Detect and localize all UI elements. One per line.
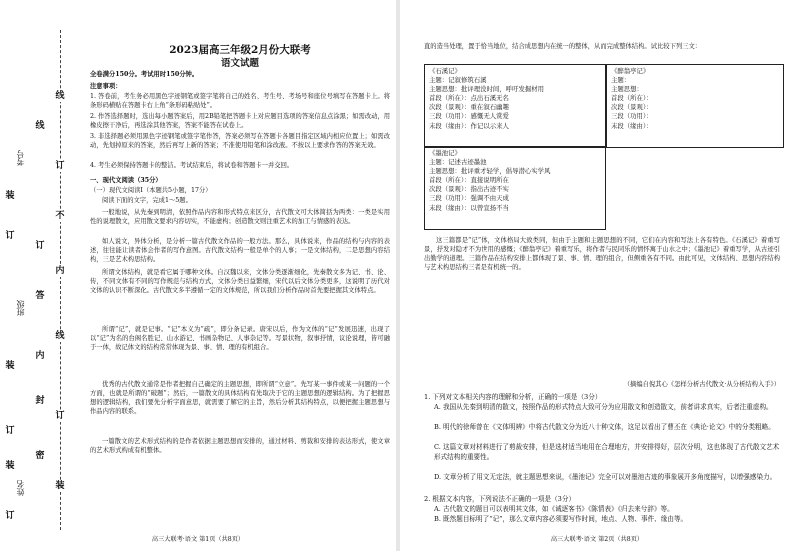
box-line: 主题思想： (611, 85, 643, 94)
left-page (0, 0, 396, 551)
passage-paragraph: 如人说文，异体分析，是分析一篇古代散文作品的一般方法。那么，具体说来，作品的结构与内容的表述，往往能让读者体会作者的写作意图。古代散文结构一般是单个的人事；一是文体结构，二是思想内容结构，三是艺术构思结构。 (90, 238, 390, 263)
option-b[interactable]: B. 既然题目标明了“记”，那么文章内容必须要写作时间，地点、人物、事件、缘由等。 (434, 515, 688, 523)
exam-title: 2023届高三年级2月份大联考 (169, 44, 311, 56)
binding-char: 线 (55, 91, 65, 101)
field-class[interactable] (16, 300, 30, 316)
notice-item: 4. 考生必须保持答题卡的整洁。考试结束后，将试卷和答题卡一并交回。 (90, 162, 294, 169)
exam-subtitle: 语文试题 (220, 58, 259, 69)
option-c[interactable]: C. 这篇文章对材料进行了剪裁安排，但是选材适当地用在合理地方，并安排得好，层次分明，这也体现了古代散文艺术形式结构的重要性。 (434, 443, 780, 461)
box-line: 三段（功用）： (611, 112, 653, 121)
exam-meta: 全卷满分150分。考试用时150分钟。 (90, 71, 199, 78)
box-line: 首段（所在）： (611, 94, 653, 103)
box-line: 次段（景观）： (611, 103, 653, 112)
box-line: 末段（缘由）： (611, 121, 653, 130)
binding-char: 装 (5, 361, 15, 371)
passage-paragraph: 优秀的古代散文通常是作者把握自己确定的主题思想，即所谓“立意”。先写某一事件或某一问题的一个方面，也就是所谓的“破题”；然后，一篇散文的具体结构有先取决于它的主题思想的逻辑结构。为了把握思想的逻辑结构，我们要先分析字面意思，就需要了解它的主旨，然后分析其结构特点，以便把握主题思想与作品内容的联系。 (90, 381, 390, 415)
box-line: 三段（功用）：强调不由天成 (429, 194, 509, 203)
question-1: 1. 下列对文本相关内容的理解和分析，正确的一项是（3分） (424, 393, 602, 401)
cut-line (60, 30, 61, 530)
box-title: 《醉翁亭记》 (611, 67, 650, 75)
comparison-box-mochi (424, 146, 606, 230)
binding-char: 订 (35, 241, 45, 251)
passage-paragraph: 一篇散文的艺术形式结构的是作者依据主题思想而安排的，通过材料、剪裁和安排的表达形式，使文章的艺术形式构成有机整体。 (90, 438, 390, 454)
page-footer: 高三大联考·语文 第2页（共8页） (550, 536, 644, 543)
field-name[interactable] (16, 480, 30, 496)
box-line: 主题思想：批评理没时间，呼吁发掘材用 (429, 85, 545, 94)
box-line: 次段（景观）：指出古迹不实 (429, 185, 509, 194)
field-label: 姓名 (16, 480, 25, 496)
question-2: 2. 根据文本内容，下列说法不正确的一项是（3分） (424, 495, 576, 503)
binding-char: 内 (55, 266, 65, 276)
box-line: 主题： (611, 76, 631, 85)
box-line: 首段（所在）：点出石溪无名 (429, 94, 509, 103)
field-exam-number[interactable] (16, 150, 30, 166)
notice-item: 3. 非选择题必须用黑色字迹钢笔或签字笔作答，答案必须写在答题卡各题目指定区域内相应位置上；如需改动，先划掉原来的答案，然后再写上新的答案；不准使用铅笔和涂改液。不按以上要求作答的答案无效。 (90, 133, 390, 149)
binding-char: 封 (35, 396, 45, 406)
binding-char: 订 (55, 411, 65, 421)
binding-char: 装 (5, 461, 15, 471)
binding-char: 线 (55, 331, 65, 341)
passage-paragraph: 所谓“记”，就是记事。“记”本义为“疏”，即分条记录。唐宋以后，作为文体的“记”发展迅速，出现了以“记”为名的台阁名胜记、山水游记、书画杂物记、人事杂记等。写景状物，叙事抒情，议论说理，皆可融于一体，故记体文的结构常常体现为景、事、情、理的有机组合。 (90, 326, 390, 351)
field-label: 考号 (16, 150, 25, 166)
binding-char: 订 (5, 426, 15, 436)
box-line: 主题思想：批评重才轻学，倡导潜心实学风 (429, 167, 551, 176)
box-line: 三段（功用）：感慨无人赏爱 (429, 112, 509, 121)
box-title: 《石溪记》 (429, 67, 461, 75)
notice-item: 2. 作答选择题时，选出每小题答案后，用2B铅笔把答题卡上对应题目选项的答案信息点涂黑；如需改动，用橡皮擦干净后，再选涂其他答案，答案不能答在试卷上。 (90, 113, 391, 129)
intro-text: 直的造当处理，置于恰当地位，结合成思想内在统一的整体，从而完成整体结构。试比较下列三文： (424, 43, 702, 50)
binding-char: 订 (55, 161, 65, 171)
option-d[interactable]: D. 文章分析了用文无定法，就主题思想来说，《墨池记》完全可以对墨池古迹的事象展开多角度描写，以增强感染力。 (434, 473, 777, 481)
section-subheading: （一）现代文阅读Ⅰ（本题共5小题，17分） (90, 187, 212, 194)
binding-char: 答 (35, 291, 45, 301)
binding-strip (4, 30, 82, 530)
analysis-paragraph: 这三篇都是“记”体，文体格局大致类同，但由于主题和主题思想的不同，它们在内容和写法上各有特色。《石溪记》着重写景，抒发对隐才不为世用的感慨；《醉翁亭记》着重写乐，将作者与民同乐的情怀寓于山水之中；《墨池记》着重写学，从古迹引出勤学的道理。三篇作品在结构安排上都体现了景、事、情、理的组合，但侧重各有不同。由此可见，文体结构、思想内容结构与艺术构思结构三者是有机统一的。 (424, 237, 780, 272)
comparison-box-shixi (424, 64, 606, 148)
passage-paragraph: 一般地说，从先秦到明清，依照作品内容和形式特点来区分，古代散文可大体简括为两类：一类是实用性的说理散文，应用散文要求内容切实，不能虚构；创造散文则注重艺术的加工与情感的表达。 (90, 209, 390, 225)
box-line: 主题：记述古迹墨池 (429, 158, 487, 167)
option-a[interactable]: A. 我国从先秦到明清的散文，按照作品的形式特点大致可分为应用散文和创造散文，前者讲求真实，后者注重虚构。 (434, 403, 773, 411)
page-footer: 高三大联考·语文 第1页（共8页） (151, 536, 245, 543)
source-note: （摘编自倪其心《怎样分析古代散文·从分析结构入手》） (623, 381, 780, 388)
box-title: 《墨池记》 (429, 149, 461, 157)
box-line: 主题：记叙修筑石溪 (429, 76, 487, 85)
box-line: 末段（缘由）：以曾宣扬不当 (429, 203, 509, 212)
binding-char: 装 (5, 191, 15, 201)
binding-char: 订 (5, 231, 15, 241)
binding-char: 不 (55, 211, 65, 221)
field-label: 班级 (16, 300, 25, 316)
notice-item: 1. 答卷前，考生务必用黑色字迹钢笔或签字笔将自己的姓名、考生号、考场号和座位号填写在答题卡上。将条形码横贴在答题卡右上角“条形码粘贴处”。 (90, 93, 390, 109)
instruction: 阅读下面的文字，完成1～5题。 (102, 197, 192, 204)
binding-char: 订 (5, 511, 15, 521)
box-line: 首段（所在）：直接说明所在 (429, 176, 509, 185)
box-line: 末段（缘由）：作记以示来人 (429, 121, 509, 130)
passage-paragraph: 所谓文体结构，就是看它属于哪种文体。自汉魏以来，文体分类逐渐细化，先秦散文多为记、书、论、传，不同文体有不同的写作规范与结构方式，文体分类日益繁细，宋代以后文体分类更多，这说明了历代对文体的认识不断深化。古代散文多半遵循一定的文体规范，所以我们分析作品时首先要把握其文体特点。 (90, 269, 390, 294)
right-page (400, 0, 794, 551)
notice-heading: 注意事项： (90, 83, 122, 90)
box-line: 次段（景观）：重在叙石幽趣 (429, 103, 509, 112)
binding-char: 内 (35, 351, 45, 361)
comparison-box-zuiwengting (606, 64, 784, 148)
binding-char: 密 (35, 451, 45, 461)
binding-char: 装 (55, 481, 65, 491)
option-b[interactable]: B. 明代的徐师曾在《文体明辨》中将古代散文分为近八十种文体，这足以看出了曹丕在《典论·论文》中的分类粗略。 (434, 423, 775, 431)
binding-char: 线 (35, 121, 45, 131)
option-a[interactable]: A. 古代散文的题目可以表明其文体，如《诫逐客书》《陈情表》《归去来兮辞》等。 (434, 505, 674, 513)
section-heading: 一、现代文阅读（35分） (90, 177, 162, 184)
